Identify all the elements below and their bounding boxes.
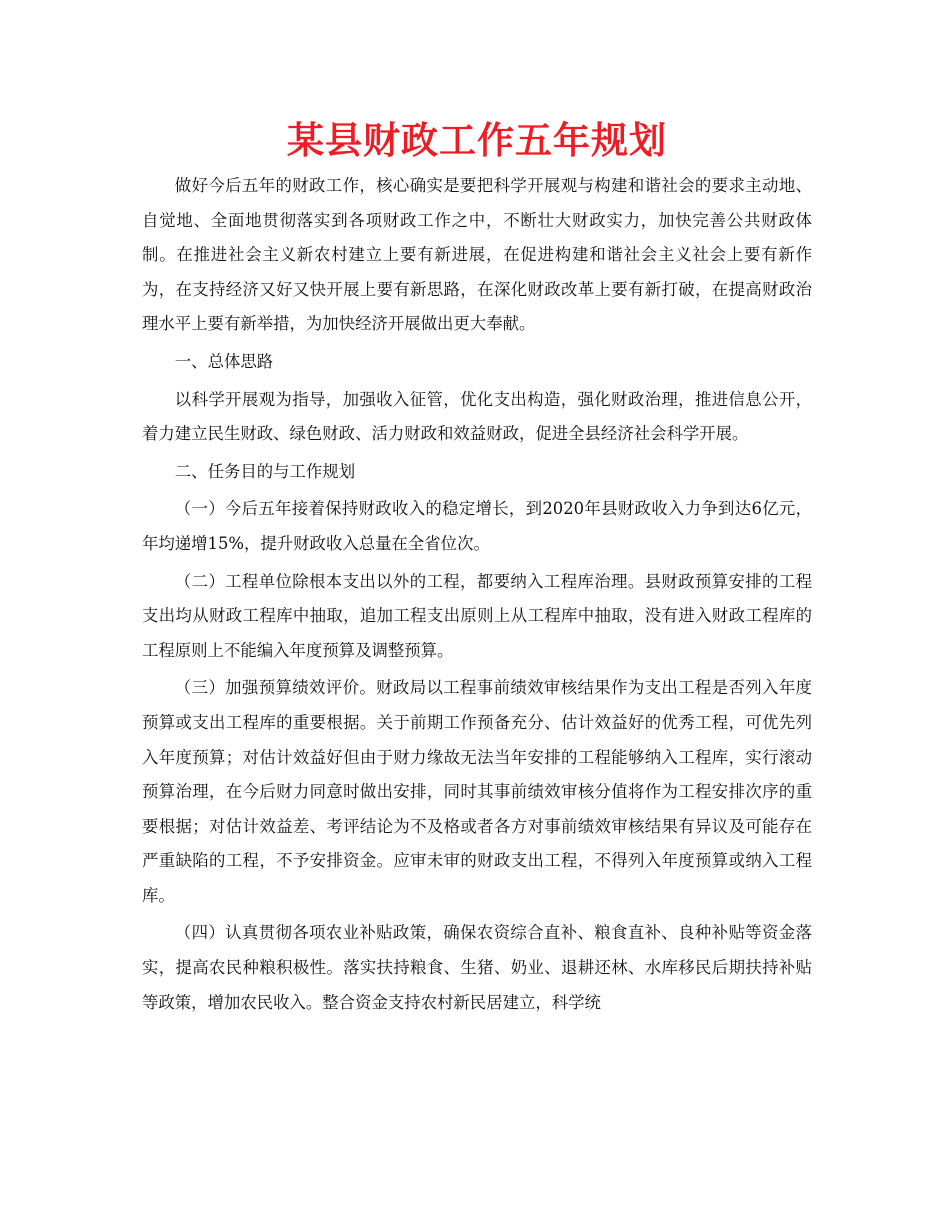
section-heading-overall-approach: 一、总体思路 xyxy=(174,351,274,371)
section-heading-tasks-and-plan: 二、任务目的与工作规划 xyxy=(174,461,356,481)
document-page xyxy=(142,118,812,1023)
overall-approach-paragraph: 以科学开展观为指导，加强收入征管，优化支出构造，强化财政治理，推进信息公开，着力建立民生财政、绿色财政、活力财政和效益财政，促进全县经济社会科学开展。 xyxy=(142,389,812,444)
document-title: 某县财政工作五年规划 xyxy=(287,119,667,162)
task-item-2: （二）工程单位除根本支出以外的工程，都要纳入工程库治理。县财政预算安排的工程支出均从财政工程库中抽取，追加工程支出原则上从工程库中抽取，没有进入财政工程库的工程原则上不能编入年度预算及调整预算。 xyxy=(142,571,812,660)
task-item-3: （三）加强预算绩效评价。财政局以工程事前绩效审核结果作为支出工程是否列入年度预算或支出工程库的重要根据。关于前期工作预备充分、估计效益好的优秀工程，可优先列入年度预算；对估计效益好但由于财力缘故无法当年安排的工程能够纳入工程库，实行滚动预算治理，在今后财力同意时做出安排，同时其事前绩效审核分值将作为工程安排次序的重要根据；对估计效益差、考评结论为不及格或者各方对事前绩效审核结果有异议及可能存在严重缺陷的工程，不予安排资金。应审未审的财政支出工程，不得列入年度预算或纳入工程库。 xyxy=(142,678,812,905)
task-item-4: （四）认真贯彻各项农业补贴政策，确保农资综合直补、粮食直补、良种补贴等资金落实，提高农民种粮积极性。落实扶持粮食、生猪、奶业、退耕还林、水库移民后期扶持补贴等政策，增加农民收入。整合资金支持农村新民居建立，科学统 xyxy=(142,923,812,1012)
task-item-1: （一）今后五年接着保持财政收入的稳定增长，到2020年县财政收入力争到达6亿元，年均递增15%，提升财政收入总量在全省位次。 xyxy=(142,499,812,553)
intro-paragraph: 做好今后五年的财政工作，核心确实是要把科学开展观与构建和谐社会的要求主动地、自觉地、全面地贯彻落实到各项财政工作之中，不断壮大财政实力，加快完善公共财政体制。在推进社会主义新农村建立上要有新进展，在促进构建和谐社会主义社会上要有新作为，在支持经济又好又快开展上要有新思路，在深化财政改革上要有新打破，在提高财政治理水平上要有新举措，为加快经济开展做出更大奉献。 xyxy=(142,176,812,334)
